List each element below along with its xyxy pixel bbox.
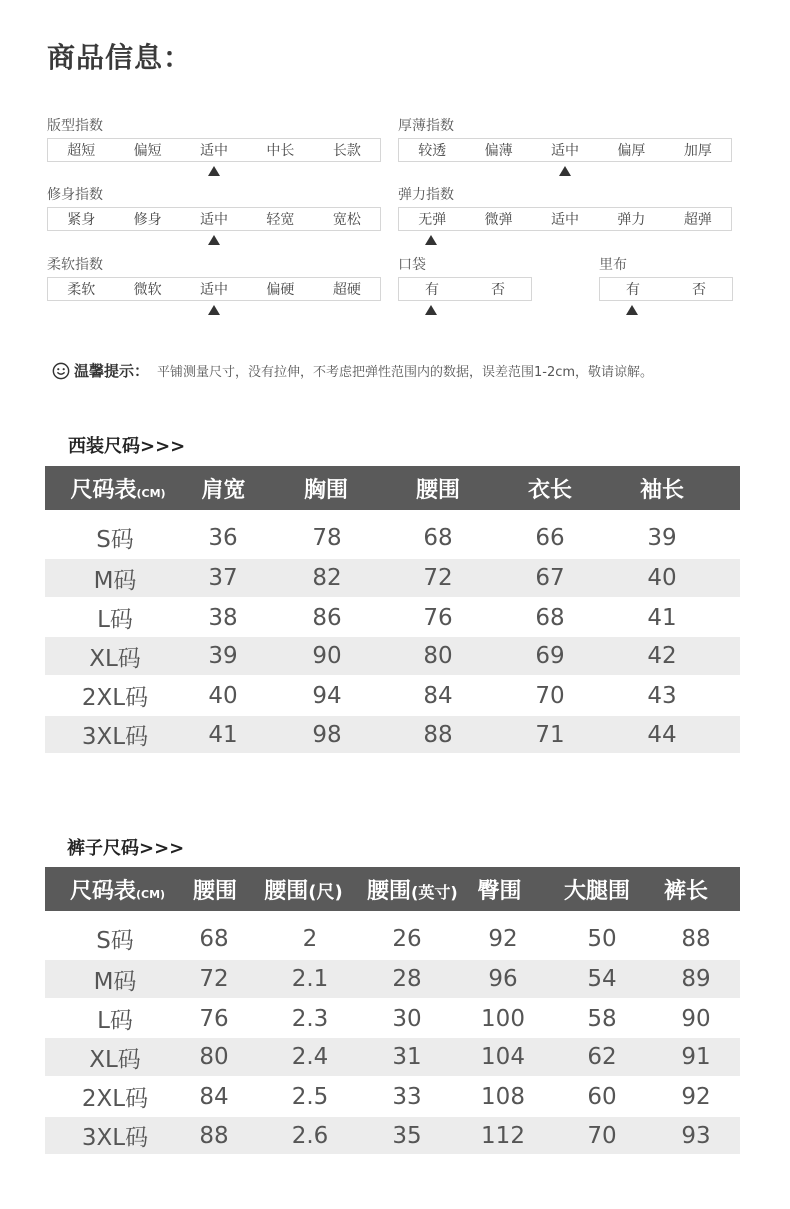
header-hip: 臀围 [477,878,522,904]
value-cell: 80 [423,643,453,669]
index-slim [47,184,381,231]
index-options [398,277,532,301]
warm-tip [52,360,653,381]
value-cell: 72 [199,966,229,992]
index-option: 超弹 [683,212,712,228]
index-option: 偏厚 [617,143,646,159]
index-option: 有 [425,282,439,298]
header-size-label: 尺码表 [70,477,137,503]
size-cell: L码 [97,607,133,633]
value-cell: 92 [681,1083,711,1110]
value-cell: 100 [481,1005,525,1032]
index-option: 紧身 [67,212,96,228]
value-cell: 72 [423,565,453,591]
selected-marker-icon [425,305,437,315]
table-row [45,1077,740,1116]
index-lining [599,254,733,301]
index-option: 柔软 [67,282,96,298]
index-label: 口袋 [398,257,426,273]
index-option: 超硬 [332,282,361,298]
value-cell: 70 [535,682,565,709]
header-sleeve: 袖长 [639,477,684,503]
value-cell: 36 [208,524,238,551]
index-option: 适中 [551,143,580,159]
value-cell: 41 [208,721,238,748]
size-cell: XL码 [89,1046,141,1073]
value-cell: 37 [208,565,238,591]
tip-text: 平铺测量尺寸，没有拉伸，不考虑把弹性范围内的数据，误差范围1-2cm，敬请谅解。 [157,365,654,380]
value-cell: 69 [535,643,565,669]
table-row [45,1117,740,1154]
size-cell: S码 [96,527,134,553]
header-shoulder: 肩宽 [201,477,246,503]
table-row [45,919,740,958]
header-length: 衣长 [527,477,572,503]
index-option: 适中 [200,143,229,159]
size-cell: 3XL码 [81,724,149,750]
value-cell: 108 [481,1083,525,1110]
index-option: 超短 [67,143,96,159]
value-cell: 86 [312,604,342,631]
value-cell: 39 [208,643,238,669]
value-cell: 2.5 [291,1083,329,1110]
value-cell: 54 [587,966,617,992]
value-cell: 88 [199,1122,229,1149]
value-cell: 44 [647,721,677,748]
index-option: 无弹 [418,212,447,228]
header-size-unit: (CM) [135,887,166,901]
table-row [45,637,740,675]
table-row [45,598,740,637]
value-cell: 68 [535,604,565,631]
index-thickness [398,115,732,162]
index-label: 弹力指数 [398,187,454,203]
value-cell: 68 [423,524,453,551]
index-option: 否 [491,282,505,298]
size-cell: 3XL码 [81,1125,149,1151]
value-cell: 66 [535,524,565,551]
table-row [45,559,740,597]
value-cell: 62 [587,1044,617,1070]
value-cell: 68 [199,925,229,952]
value-cell: 91 [681,1044,711,1070]
value-cell: 60 [587,1083,617,1110]
index-option: 偏薄 [484,143,513,159]
index-elasticity [398,184,732,231]
suit-section-title: 西装尺码>>> [68,436,186,457]
header-waist-chi-label: 腰围 [264,878,309,904]
value-cell: 92 [488,925,518,952]
size-cell: 2XL码 [81,1086,149,1112]
value-cell: 30 [392,1005,422,1032]
value-cell: 96 [488,966,518,992]
value-cell: 80 [199,1044,229,1070]
value-cell: 41 [647,604,677,631]
selected-marker-icon [425,235,437,245]
header-size [45,473,191,504]
table-row [45,999,740,1038]
header-waist: 腰围 [192,878,237,904]
index-option: 修身 [133,212,162,228]
value-cell: 70 [587,1122,617,1149]
value-cell: 39 [647,524,677,551]
size-cell: M码 [93,968,137,995]
selected-marker-icon [208,166,220,176]
value-cell: 84 [199,1083,229,1110]
index-label: 里布 [599,257,627,273]
value-cell: 76 [199,1005,229,1032]
header-waist-inch-unit: (英寸) [411,882,458,902]
index-option: 微弹 [484,212,513,228]
index-options [47,138,381,162]
value-cell: 28 [392,966,422,992]
header-waist-inch-label: 腰围 [367,878,412,904]
index-options [47,277,381,301]
size-cell: 2XL码 [81,685,149,711]
header-size [45,874,190,905]
index-options [398,207,732,231]
value-cell: 58 [587,1005,617,1032]
index-option: 微软 [133,282,162,298]
index-softness [47,254,381,301]
index-option: 较透 [418,143,447,159]
index-label: 修身指数 [47,187,103,203]
index-pocket [398,254,532,301]
size-cell: XL码 [89,645,141,672]
index-option: 长款 [332,143,361,159]
value-cell: 2.6 [291,1122,329,1149]
value-cell: 88 [681,925,711,952]
value-cell: 71 [535,721,565,748]
value-cell: 94 [312,682,342,709]
value-cell: 38 [208,604,238,631]
selected-marker-icon [208,305,220,315]
smiley-icon [52,362,70,380]
header-size-unit: (CM) [136,486,166,500]
size-cell: M码 [93,567,137,594]
size-cell: S码 [96,928,134,954]
value-cell: 82 [312,565,342,591]
value-cell: 40 [647,565,677,591]
table-row [45,676,740,715]
table-row [45,518,740,557]
header-chest: 胸围 [303,477,348,503]
value-cell: 98 [312,721,342,748]
index-option: 有 [626,282,640,298]
value-cell: 78 [312,524,342,551]
selected-marker-icon [208,235,220,245]
selected-marker-icon [559,166,571,176]
value-cell: 31 [392,1044,422,1070]
index-options [47,207,381,231]
value-cell: 90 [681,1005,711,1032]
page-title: 商品信息： [47,41,193,74]
value-cell: 104 [481,1044,525,1070]
value-cell: 43 [647,682,677,709]
pants-section-title: 裤子尺码>>> [67,838,185,859]
header-thigh: 大腿围 [563,878,630,904]
index-option: 适中 [200,282,229,298]
header-waist: 腰围 [415,477,460,503]
table-row [45,960,740,998]
index-option: 弹力 [617,212,646,228]
header-waist-chi-unit: (尺) [308,881,343,903]
index-option: 偏硬 [266,282,295,298]
index-label: 版型指数 [47,118,103,134]
value-cell: 33 [392,1083,422,1110]
index-option: 加厚 [683,143,712,159]
header-pants-length: 裤长 [663,878,708,904]
value-cell: 89 [681,966,711,992]
value-cell: 90 [312,643,342,669]
index-label: 厚薄指数 [398,118,454,134]
index-option: 轻宽 [266,212,295,228]
value-cell: 50 [587,925,617,952]
value-cell: 84 [423,682,453,709]
value-cell: 67 [535,565,565,591]
index-option: 偏短 [133,143,162,159]
index-option: 宽松 [332,212,361,228]
value-cell: 2.3 [291,1005,329,1032]
value-cell: 93 [681,1122,711,1149]
index-option: 中长 [266,143,295,159]
value-cell: 42 [647,643,677,669]
index-options [398,138,732,162]
index-fit [47,115,381,162]
suit-table-header [45,466,740,510]
value-cell: 112 [481,1122,525,1149]
header-size-label: 尺码表 [69,878,136,904]
value-cell: 2 [302,925,318,952]
index-options [599,277,733,301]
value-cell: 35 [392,1122,422,1149]
header-waist-inch [367,874,458,905]
value-cell: 2.4 [291,1044,329,1070]
index-label: 柔软指数 [47,257,103,273]
index-option: 适中 [200,212,229,228]
size-cell: L码 [97,1008,133,1034]
table-row [45,1038,740,1076]
selected-marker-icon [626,305,638,315]
value-cell: 26 [392,925,422,952]
value-cell: 76 [423,604,453,631]
header-waist-chi [240,874,367,905]
value-cell: 2.1 [291,966,329,992]
table-row [45,716,740,753]
tip-lead: 温馨提示： [74,362,150,380]
index-option: 否 [692,282,706,298]
value-cell: 88 [423,721,453,748]
pants-table-header [45,867,740,911]
index-option: 适中 [551,212,580,228]
value-cell: 40 [208,682,238,709]
